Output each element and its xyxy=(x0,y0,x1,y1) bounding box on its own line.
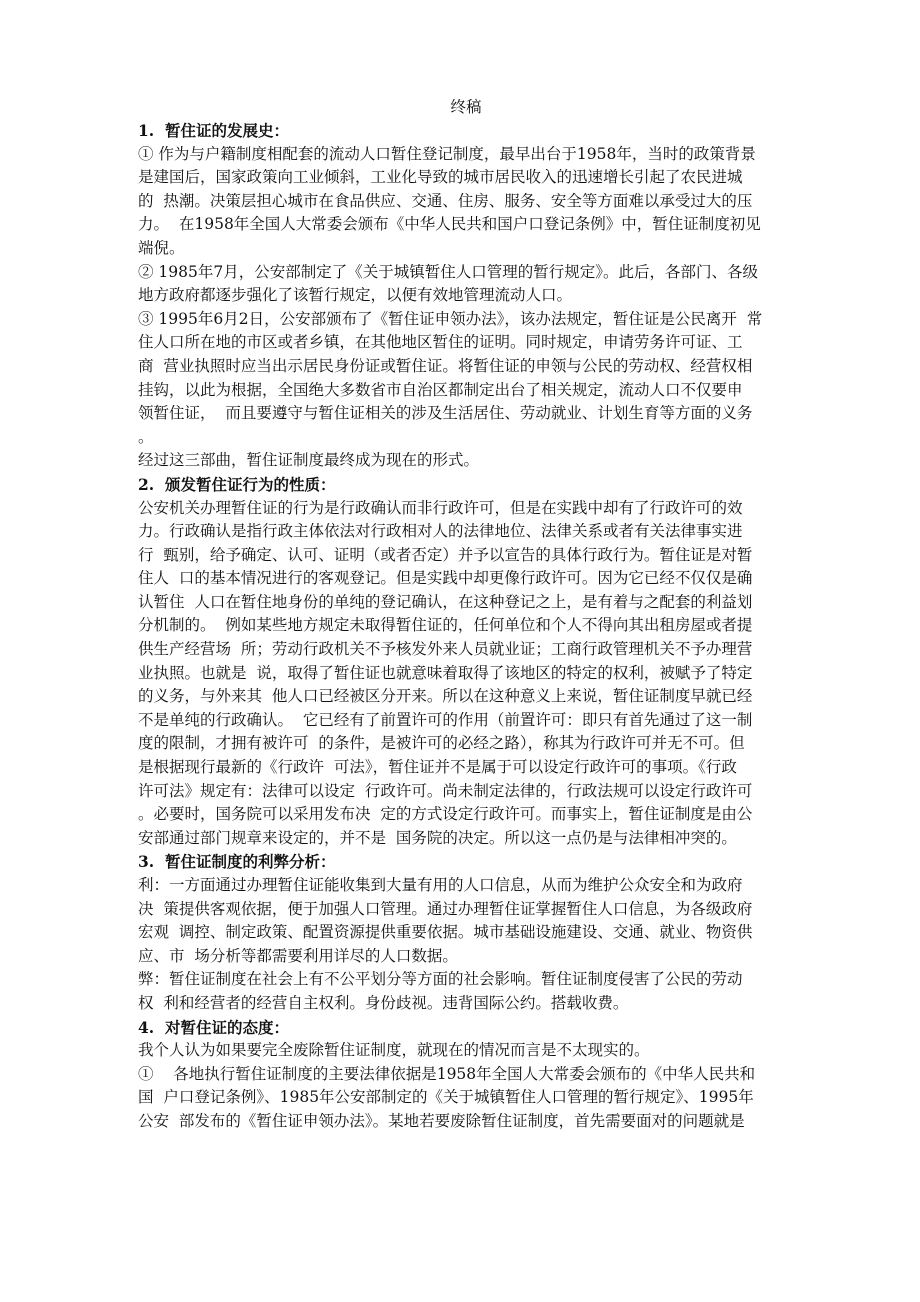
section-heading: 3. 暂住证制度的利弊分析： xyxy=(138,852,336,872)
text-line: 不是单纯的行政确认。 它已经有了前置许可的作用（前置许可：即只有首先通过了这一制 xyxy=(138,710,753,729)
text-line: 公安机关办理暂住证的行为是行政确认而非行政许可，但是在实践中却有了行政许可的效 xyxy=(138,498,743,517)
section-heading: 1. 暂住证的发展史： xyxy=(138,121,289,140)
text-line: 的义务，与外来其 他人口已经被区分开来。所以在这种意义上来说，暂住证制度早就已经 xyxy=(138,687,753,706)
text-line: 权 利和经营者的经营自主权利。身份歧视。违背国际公约。搭载收费。 xyxy=(138,993,629,1012)
text-line: 利：一方面通过办理暂住证能收集到大量有用的人口信息，从而为维护公众安全和为政府 xyxy=(138,876,743,894)
text-line: 国 户口登记条例》、1985年公安部制定的《关于城镇暂住人口管理的暂行规定》、1995年 xyxy=(138,1088,754,1107)
text-line: 。 xyxy=(138,427,154,446)
text-line: ② 1985年7月，公安部制定了《关于城镇暂住人口管理的暂行规定》。此后，各部门、各级 xyxy=(138,262,758,281)
text-line: 弊：暂住证制度在社会上有不公平划分等方面的社会影响。暂住证制度侵害了公民的劳动 xyxy=(138,970,743,989)
text-line: 宏观 调控、制定政策、配置资源提供重要依据。城市基础设施建设、交通、就业、物资供 xyxy=(138,923,753,942)
text-line: 端倪。 xyxy=(138,238,185,257)
text-line: 地方政府都逐步强化了该暂行规定，以便有效地管理流动人口。 xyxy=(138,286,573,305)
document-page xyxy=(138,96,794,1134)
text-line: 公安 部发布的《暂住证申领办法》。某地若要废除暂住证制度，首先需要面对的问题就是 xyxy=(138,1111,745,1130)
text-line: 行 甄别，给予确定、认可、证明（或者否定）并予以宣告的具体行政行为。暂住证是对暂 xyxy=(138,545,753,564)
text-line: 我个人认为如果要完全废除暂住证制度，就现在的情况而言是不太现实的。 xyxy=(138,1041,650,1060)
text-line: 力。行政确认是指行政主体依法对行政相对人的法律地位、法律关系或者有关法律事实进 xyxy=(138,522,743,541)
text-line: 。必要时，国务院可以采用发布决 定的方式设定行政许可。而事实上，暂住证制度是由公 xyxy=(138,805,753,824)
text-line: 是建国后，国家政策向工业倾斜，工业化导致的城市居民收入的迅速增长引起了农民进城 xyxy=(138,168,743,187)
section-heading: 2. 颁发暂住证行为的性质： xyxy=(138,474,336,494)
text-line: 住人口所在地的市区或者乡镇，在其他地区暂住的证明。同时规定，申请劳务许可证、工 xyxy=(138,333,743,352)
text-line: 力。 在1958年全国人大常委会颁布《中华人民共和国户口登记条例》中，暂住证制度初见 xyxy=(138,215,761,234)
page-title: 终稿 xyxy=(450,98,482,116)
section-heading: 4. 对暂住证的态度： xyxy=(138,1017,289,1037)
text-line: 领暂住证， 而且要遵守与暂住证相关的涉及生活居住、劳动就业、计划生育等方面的义务 xyxy=(138,404,753,423)
text-line: 住人 口的基本情况进行的客观登记。但是实践中却更像行政许可。因为它已经不仅仅是确 xyxy=(138,569,753,588)
text-line: 应、市 场分析等都需要利用详尽的人口数据。 xyxy=(138,946,458,965)
text-line: 经过这三部曲，暂住证制度最终成为现在的形式。 xyxy=(138,451,480,470)
text-line: 度的限制，才拥有被许可 的条件，是被许可的必经之路），称其为行政许可并无不可。但 xyxy=(138,734,745,753)
text-line: 安部通过部门规章来设定的，并不是 国务院的决定。所以这一点仍是与法律相冲突的。 xyxy=(138,828,737,847)
text-line: 挂钩，以此为根据，全国绝大多数省市自治区都制定出台了相关规定，流动人口不仅要申 xyxy=(138,380,743,399)
text-line: ① 作为与户籍制度相配套的流动人口暂住登记制度，最早出台于1958年，当时的政策背景 xyxy=(138,144,756,163)
text-line: ③ 1995年6月2日，公安部颁布了《暂住证申领办法》，该办法规定，暂住证是公民离开 常 xyxy=(138,309,763,328)
document-body xyxy=(138,119,794,1134)
text-line: 认暂住 人口在暂住地身份的单纯的登记确认，在这种登记之上，是有着与之配套的利益划 xyxy=(138,592,753,611)
text-line: 决 策提供客观依据，便于加强人口管理。通过办理暂住证掌握暂住人口信息，为各级政府 xyxy=(138,899,753,918)
text-line: 许可法》规定有：法律可以设定 行政许可。尚未制定法律的，行政法规可以设定行政许可 xyxy=(138,781,753,800)
text-line: 分机制的。 例如某些地方规定未取得暂住证的，任何单位和个人不得向其出租房屋或者提 xyxy=(138,616,753,635)
text-line: 供生产经营场 所；劳动行政机关不予核发外来人员就业证；工商行政管理机关不予办理营 xyxy=(138,640,753,659)
text-line: ① 各地执行暂住证制度的主要法律依据是1958年全国人大常委会颁布的《中华人民共和 xyxy=(138,1064,756,1083)
text-line: 是根据现行最新的《行政许 可法》，暂住证并不是属于可以设定行政许可的事项。《行政 xyxy=(138,758,737,777)
text-line: 商 营业执照时应当出示居民身份证或暂住证。将暂住证的申领与公民的劳动权、经营权相 xyxy=(138,356,753,375)
text-line: 的 热潮。决策层担心城市在食品供应、交通、住房、服务、安全等方面难以承受过大的压 xyxy=(138,191,753,210)
text-line: 业执照。也就是 说，取得了暂住证也就意味着取得了该地区的特定的权利，被赋予了特定 xyxy=(138,663,753,682)
